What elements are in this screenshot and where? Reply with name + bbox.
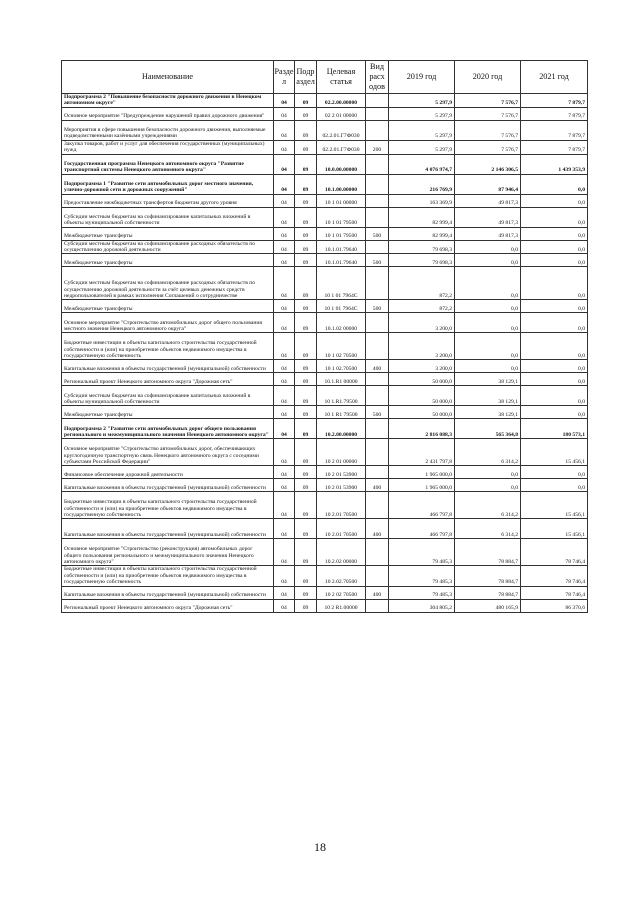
cell-expense: 500	[366, 300, 389, 313]
cell-section: 04	[274, 439, 295, 466]
cell-target: 10 2 01 53900	[317, 479, 366, 492]
cell-name: Капитальные вложения в объекты государственной (муниципальной) собственности	[62, 479, 274, 492]
cell-y2020: 49 817,3	[455, 227, 521, 240]
table-row	[62, 120, 588, 140]
cell-y2021: 78 746,4	[521, 566, 588, 586]
cell-expense: 500	[366, 227, 389, 240]
cell-subsection: 09	[295, 566, 317, 586]
cell-subsection: 09	[295, 360, 317, 373]
cell-name: Субсидии местным бюджетам на софинансирование расходных обязательств по осуществлению дорожной деятельности	[62, 240, 274, 254]
cell-subsection: 09	[295, 599, 317, 612]
cell-y2020: 0,0	[455, 300, 521, 313]
cell-subsection: 09	[295, 227, 317, 240]
cell-name: Межбюджетные трансферты	[62, 406, 274, 419]
cell-target: 02 2 01 00000	[317, 107, 366, 120]
cell-y2019: 5 297,9	[389, 94, 455, 108]
header-year-2019: 2019 год	[389, 61, 455, 94]
cell-y2019: 50 000,0	[389, 373, 455, 386]
cell-subsection: 09	[295, 492, 317, 519]
cell-expense: 400	[366, 360, 389, 373]
cell-name: Субсидии местным бюджетам на софинансирование капитальных вложений в объекты муниципальной собственности	[62, 386, 274, 406]
cell-name: Основное мероприятие "Строительство автомобильных дорог, обеспечивающих круглогодичную транспортную связь Ненецкого автономного округа с соседними субъектами Российской Федерации"	[62, 439, 274, 466]
cell-y2021: 180 573,1	[521, 419, 588, 439]
cell-y2019: 79 485,3	[389, 539, 455, 566]
cell-y2021: 78 746,4	[521, 586, 588, 599]
cell-y2019: 82 999,4	[389, 227, 455, 240]
cell-y2021: 86 370,6	[521, 599, 588, 612]
cell-subsection: 09	[295, 94, 317, 108]
cell-target: 10.2.02 00000	[317, 539, 366, 566]
cell-name: Подпрограмма 1 "Развитие сети автомобильных дорог местного значения, улично-дорожной сети и дорожных сооружений"	[62, 174, 274, 194]
cell-target: 10.1.01.79640	[317, 240, 366, 254]
cell-target: 10 1 01 79500	[317, 227, 366, 240]
cell-section: 04	[274, 566, 295, 586]
cell-expense	[366, 599, 389, 612]
cell-y2021: 15 456,1	[521, 492, 588, 519]
cell-y2020: 7 576,7	[455, 107, 521, 120]
cell-y2019: 466 797,8	[389, 519, 455, 539]
cell-name: Межбюджетные трансферты	[62, 254, 274, 267]
cell-subsection: 09	[295, 140, 317, 154]
cell-target: 02.2.01.Г7Ф030	[317, 140, 366, 154]
cell-subsection: 09	[295, 479, 317, 492]
header-year-2020: 2020 год	[455, 61, 521, 94]
cell-section: 04	[274, 120, 295, 140]
cell-subsection: 09	[295, 539, 317, 566]
cell-y2020: 49 817,3	[455, 207, 521, 227]
cell-subsection: 09	[295, 240, 317, 254]
cell-name: Капитальные вложения в объекты государственной (муниципальной) собственности	[62, 360, 274, 373]
cell-name: Подпрограмма 2 "Повышение безопасности дорожного движения в Ненецком автономном округе"	[62, 94, 274, 108]
cell-expense: 400	[366, 586, 389, 599]
cell-y2020: 0,0	[455, 360, 521, 373]
cell-target: 10 1 01 7964С	[317, 267, 366, 300]
cell-expense	[366, 419, 389, 439]
cell-section: 04	[274, 207, 295, 227]
cell-expense	[366, 154, 389, 174]
table-row	[62, 313, 588, 333]
cell-section: 04	[274, 539, 295, 566]
cell-y2021: 0,0	[521, 207, 588, 227]
cell-y2019: 4 076 974,7	[389, 154, 455, 174]
cell-y2021: 7 879,7	[521, 94, 588, 108]
table-row	[62, 254, 588, 267]
cell-expense	[366, 267, 389, 300]
table-row	[62, 94, 588, 108]
cell-y2021: 0,0	[521, 227, 588, 240]
cell-name: Основное мероприятие "Строительство (реконструкция) автомобильных дорог общего пользования регионального и межмуниципального значения Ненецкого автономного округа"	[62, 539, 274, 566]
cell-y2020: 0,0	[455, 254, 521, 267]
cell-y2019: 872,2	[389, 300, 455, 313]
cell-y2021: 0,0	[521, 333, 588, 360]
cell-target: 10 2.01 70500	[317, 519, 366, 539]
page-number: 18	[314, 840, 326, 854]
cell-section: 04	[274, 174, 295, 194]
header-year-2021: 2021 год	[521, 61, 588, 94]
cell-expense	[366, 94, 389, 108]
table-row	[62, 207, 588, 227]
header-name: Наименование	[62, 61, 274, 94]
cell-y2020: 2 146 306,5	[455, 154, 521, 174]
cell-name: Межбюджетные трансферты	[62, 227, 274, 240]
cell-y2019: 50 000,0	[389, 386, 455, 406]
header-section: Разде л	[274, 61, 295, 94]
cell-target: 10.0.00.00000	[317, 154, 366, 174]
cell-y2019: 5 297,9	[389, 107, 455, 120]
cell-y2021: 0,0	[521, 466, 588, 479]
table-row	[62, 539, 588, 566]
cell-y2021: 0,0	[521, 373, 588, 386]
cell-section: 04	[274, 360, 295, 373]
cell-expense: 400	[366, 479, 389, 492]
cell-y2020: 565 364,8	[455, 419, 521, 439]
cell-target: 10 2 01 53900	[317, 466, 366, 479]
cell-section: 04	[274, 154, 295, 174]
cell-section: 04	[274, 107, 295, 120]
table-row	[62, 492, 588, 519]
cell-y2020: 0,0	[455, 466, 521, 479]
cell-y2020: 0,0	[455, 240, 521, 254]
cell-expense	[366, 120, 389, 140]
table-row	[62, 419, 588, 439]
cell-target: 10.1.R1 00000	[317, 373, 366, 386]
cell-y2019: 2 816 088,3	[389, 419, 455, 439]
cell-y2021: 7 879,7	[521, 140, 588, 154]
cell-y2021: 0,0	[521, 386, 588, 406]
cell-subsection: 09	[295, 439, 317, 466]
cell-y2020: 38 129,1	[455, 373, 521, 386]
cell-name: Субсидии местным бюджетам на софинансирование капитальных вложений в объекты муниципальной собственности	[62, 207, 274, 227]
cell-subsection: 09	[295, 419, 317, 439]
table-row	[62, 466, 588, 479]
cell-y2019: 3 200,0	[389, 333, 455, 360]
table-row	[62, 240, 588, 254]
cell-expense	[366, 492, 389, 519]
cell-y2020: 78 884,7	[455, 539, 521, 566]
cell-y2019: 466 797,8	[389, 492, 455, 519]
cell-section: 04	[274, 313, 295, 333]
cell-target: 10.1.02 00000	[317, 313, 366, 333]
cell-subsection: 09	[295, 254, 317, 267]
cell-y2021: 0,0	[521, 313, 588, 333]
cell-name: Региональный проект Ненецкого автономного округа "Дорожная сеть"	[62, 373, 274, 386]
cell-expense	[366, 313, 389, 333]
cell-y2019: 1 965 000,0	[389, 466, 455, 479]
table-row	[62, 333, 588, 360]
cell-y2019: 3 200,0	[389, 360, 455, 373]
cell-y2019: 5 297,9	[389, 140, 455, 154]
table-row	[62, 227, 588, 240]
cell-target: 10 1 R1 79500	[317, 406, 366, 419]
cell-expense	[366, 439, 389, 466]
cell-y2020: 87 946,4	[455, 174, 521, 194]
cell-subsection: 09	[295, 386, 317, 406]
cell-y2021: 0,0	[521, 254, 588, 267]
cell-target: 10 1 02 70500	[317, 333, 366, 360]
cell-y2021: 1 439 353,9	[521, 154, 588, 174]
table-row	[62, 566, 588, 586]
cell-y2020: 38 129,1	[455, 386, 521, 406]
cell-section: 04	[274, 140, 295, 154]
cell-y2020: 49 817,3	[455, 194, 521, 207]
cell-name: Основное мероприятие "Строительство автомобильных дорог общего пользования местного значения Ненецкого автономного округа"	[62, 313, 274, 333]
cell-section: 04	[274, 300, 295, 313]
cell-expense	[366, 207, 389, 227]
cell-subsection: 09	[295, 586, 317, 599]
header-subsection: Подр аздел	[295, 61, 317, 94]
cell-section: 04	[274, 599, 295, 612]
cell-y2019: 5 297,9	[389, 120, 455, 140]
cell-y2021: 0,0	[521, 300, 588, 313]
table-row	[62, 360, 588, 373]
cell-y2020: 7 576,7	[455, 94, 521, 108]
cell-target: 10 2 02 70500	[317, 586, 366, 599]
cell-y2020: 7 576,7	[455, 140, 521, 154]
cell-y2020: 78 884,7	[455, 566, 521, 586]
cell-y2019: 79 485,3	[389, 566, 455, 586]
cell-subsection: 09	[295, 466, 317, 479]
cell-section: 04	[274, 519, 295, 539]
cell-name: Межбюджетные трансферты	[62, 300, 274, 313]
cell-expense	[366, 386, 389, 406]
cell-target: 10 1 02.70500	[317, 360, 366, 373]
table-row	[62, 154, 588, 174]
cell-expense: 200	[366, 140, 389, 154]
cell-name: Бюджетные инвестиции в объекты капитального строительства государственной собственности и (или) на приобретение объектов недвижимого имущества в государственную собственность	[62, 333, 274, 360]
cell-section: 04	[274, 466, 295, 479]
table-row	[62, 174, 588, 194]
table-row	[62, 519, 588, 539]
cell-target: 10 2 01 00000	[317, 439, 366, 466]
cell-y2020: 7 576,7	[455, 120, 521, 140]
cell-expense	[366, 373, 389, 386]
cell-target: 10.1.00.00000	[317, 174, 366, 194]
cell-y2019: 50 000,0	[389, 406, 455, 419]
cell-y2019: 79 698,3	[389, 240, 455, 254]
cell-subsection: 09	[295, 120, 317, 140]
cell-y2021: 0,0	[521, 174, 588, 194]
table-row	[62, 406, 588, 419]
cell-expense: 400	[366, 519, 389, 539]
cell-target: 10.2.00.00000	[317, 419, 366, 439]
cell-section: 04	[274, 492, 295, 519]
table-row	[62, 194, 588, 207]
cell-section: 04	[274, 194, 295, 207]
cell-y2020: 78 884,7	[455, 586, 521, 599]
cell-expense	[366, 466, 389, 479]
cell-name: Государственная программа Ненецкого автономного округа "Развитие транспортной системы Ненецкого автономного округа"	[62, 154, 274, 174]
cell-expense	[366, 174, 389, 194]
cell-subsection: 09	[295, 519, 317, 539]
table-row	[62, 140, 588, 154]
cell-y2019: 163 369,9	[389, 194, 455, 207]
cell-name: Капитальные вложения в объекты государственной (муниципальной) собственности	[62, 586, 274, 599]
cell-y2019: 2 431 797,8	[389, 439, 455, 466]
cell-name: Бюджетные инвестиции в объекты капитального строительства государственной собственности и (или) на приобретение объектов недвижимого имущества в государственную собственность	[62, 566, 274, 586]
cell-expense	[366, 107, 389, 120]
cell-subsection: 09	[295, 207, 317, 227]
table-row	[62, 586, 588, 599]
header-expense-type: Вид расх одов	[366, 61, 389, 94]
table-row	[62, 107, 588, 120]
cell-subsection: 09	[295, 373, 317, 386]
cell-section: 04	[274, 240, 295, 254]
cell-y2021: 0,0	[521, 360, 588, 373]
cell-section: 04	[274, 386, 295, 406]
cell-y2019: 216 769,9	[389, 174, 455, 194]
cell-y2020: 0,0	[455, 479, 521, 492]
cell-name: Закупка товаров, работ и услуг для обеспечения государственных (муниципальных) нужд	[62, 140, 274, 154]
cell-target: 02.2.00.00000	[317, 94, 366, 108]
budget-table	[61, 60, 588, 613]
cell-name: Мероприятия в сфере повышения безопасности дорожного движения, выполняемые подведомственными казёнными учреждениями	[62, 120, 274, 140]
cell-section: 04	[274, 333, 295, 360]
cell-y2021: 0,0	[521, 240, 588, 254]
cell-name: Финансовое обеспечение дорожной деятельности	[62, 466, 274, 479]
cell-section: 04	[274, 254, 295, 267]
cell-y2020: 0,0	[455, 313, 521, 333]
cell-y2020: 0,0	[455, 267, 521, 300]
cell-target: 10 2 R1.00000	[317, 599, 366, 612]
cell-subsection: 09	[295, 313, 317, 333]
cell-section: 04	[274, 479, 295, 492]
cell-y2019: 79 698,3	[389, 254, 455, 267]
cell-subsection: 09	[295, 107, 317, 120]
cell-target: 10 2.01 70500	[317, 492, 366, 519]
cell-y2019: 304 805,2	[389, 599, 455, 612]
cell-subsection: 09	[295, 406, 317, 419]
cell-expense	[366, 333, 389, 360]
cell-y2020: 6 314,2	[455, 439, 521, 466]
cell-expense	[366, 240, 389, 254]
cell-y2020: 0,0	[455, 333, 521, 360]
cell-y2021: 0,0	[521, 479, 588, 492]
header-target-article: Целевая статья	[317, 61, 366, 94]
cell-y2019: 872,2	[389, 267, 455, 300]
cell-subsection: 09	[295, 333, 317, 360]
cell-subsection: 09	[295, 194, 317, 207]
cell-target: 10 2.02.70500	[317, 566, 366, 586]
cell-name: Капитальные вложения в объекты государственной (муниципальной) собственности	[62, 519, 274, 539]
cell-subsection: 09	[295, 300, 317, 313]
cell-name: Подпрограмма 2 "Развитие сети автомобильных дорог общего пользования регионального и межмуниципального значения Ненецкого автономного округа"	[62, 419, 274, 439]
cell-expense: 500	[366, 254, 389, 267]
cell-expense	[366, 566, 389, 586]
cell-target: 02.2.01.Г7Ф030	[317, 120, 366, 140]
cell-y2021: 15 456,1	[521, 519, 588, 539]
cell-y2021: 78 746,4	[521, 539, 588, 566]
cell-section: 04	[274, 267, 295, 300]
cell-section: 04	[274, 419, 295, 439]
cell-name: Субсидии местным бюджетам на софинансирование расходных обязательств по осуществлению дорожной деятельности за счёт целевых денежных средств недропользователей в рамках исполнения Соглашений о сотрудничестве	[62, 267, 274, 300]
table-header-row	[62, 61, 588, 94]
cell-name: Региональный проект Ненецкого автономного округа "Дорожная сеть"	[62, 599, 274, 612]
cell-y2021: 7 879,7	[521, 120, 588, 140]
cell-y2021: 7 879,7	[521, 107, 588, 120]
cell-y2020: 6 314,2	[455, 492, 521, 519]
cell-expense: 500	[366, 406, 389, 419]
cell-section: 04	[274, 94, 295, 108]
table-row	[62, 599, 588, 612]
cell-section: 04	[274, 373, 295, 386]
table-row	[62, 479, 588, 492]
table-row	[62, 386, 588, 406]
cell-y2021: 0,0	[521, 267, 588, 300]
cell-expense	[366, 539, 389, 566]
cell-section: 04	[274, 586, 295, 599]
cell-y2020: 6 314,2	[455, 519, 521, 539]
cell-target: 10 1 01 7964С	[317, 300, 366, 313]
cell-section: 04	[274, 406, 295, 419]
cell-y2020: 38 129,1	[455, 406, 521, 419]
cell-name: Предоставление межбюджетных трансфертов бюджетам другого уровня	[62, 194, 274, 207]
cell-y2019: 1 965 000,0	[389, 479, 455, 492]
cell-y2019: 82 999,4	[389, 207, 455, 227]
table-row	[62, 267, 588, 300]
cell-subsection: 09	[295, 267, 317, 300]
cell-name: Основное мероприятие "Предупреждение нарушений правил дорожного движения"	[62, 107, 274, 120]
table-row	[62, 373, 588, 386]
cell-subsection: 09	[295, 174, 317, 194]
cell-y2019: 3 200,0	[389, 313, 455, 333]
cell-target: 10 1 01 79500	[317, 207, 366, 227]
cell-y2021: 15 456,1	[521, 439, 588, 466]
cell-target: 10 1 01 00000	[317, 194, 366, 207]
cell-target: 10 1.R1.79500	[317, 386, 366, 406]
cell-expense	[366, 194, 389, 207]
table-row	[62, 300, 588, 313]
cell-target: 10.1.01.79640	[317, 254, 366, 267]
cell-y2021: 0,0	[521, 194, 588, 207]
cell-name: Бюджетные инвестиции в объекты капитального строительства государственной собственности и (или) на приобретение объектов недвижимого имущества в государственную собственность	[62, 492, 274, 519]
cell-y2021: 0,0	[521, 406, 588, 419]
table-row	[62, 439, 588, 466]
cell-y2020: 480 165,9	[455, 599, 521, 612]
cell-section: 04	[274, 227, 295, 240]
cell-subsection: 09	[295, 154, 317, 174]
cell-y2019: 79 485,3	[389, 586, 455, 599]
